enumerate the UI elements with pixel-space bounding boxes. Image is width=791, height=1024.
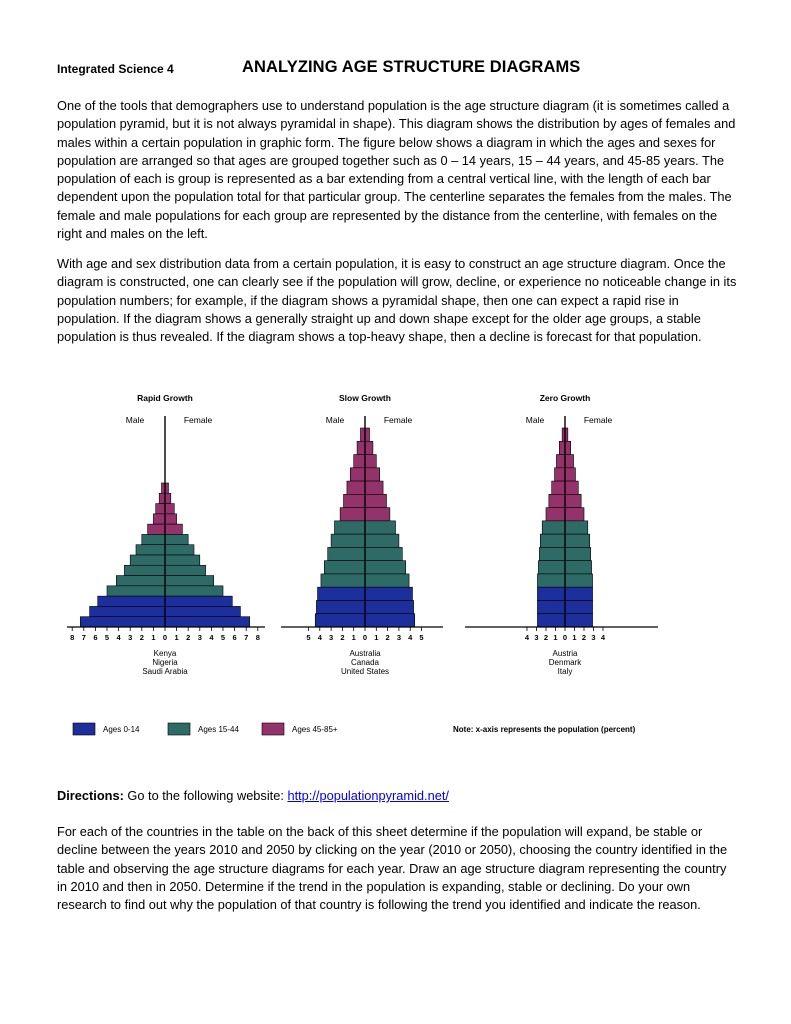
bar-female [565,481,578,494]
website-link[interactable]: http://populationpyramid.net/ [287,788,449,803]
country-label: Austria [552,649,578,658]
bar-female [565,455,574,468]
bar-female [165,534,188,544]
bar-male [537,587,565,600]
bar-male [316,600,365,613]
bar-female [565,441,571,454]
tick-label: 7 [81,633,86,642]
bar-female [565,587,593,600]
bar-female [165,586,223,596]
tick-label: 1 [351,633,356,642]
bar-male [537,574,565,587]
tick-label: 2 [139,633,144,642]
bar-female [365,468,380,481]
bar-female [165,555,200,565]
tick-label: 1 [374,633,379,642]
panel-title: Rapid Growth [137,393,193,403]
bar-male [540,534,565,547]
tick-label: 1 [553,633,558,642]
legend-swatch [73,723,95,735]
country-label: Italy [557,667,573,676]
country-label: Canada [350,658,380,667]
bar-female [365,455,376,468]
bar-male [340,508,365,521]
bar-male [159,493,165,503]
bar-male [328,547,365,560]
legend-swatch [262,723,284,735]
tick-label: 3 [128,633,133,642]
bar-female [165,493,171,503]
tick-label: 2 [186,633,191,642]
bar-female [165,514,177,524]
bar-male [130,555,165,565]
bar-male [90,606,165,616]
bar-male [537,614,565,627]
tick-label: 2 [543,633,549,642]
bar-male [324,561,365,574]
bar-female [165,545,194,555]
bar-female [565,574,593,587]
bar-male [98,596,165,606]
bar-male [559,441,565,454]
bar-male [357,441,365,454]
bar-male [350,468,365,481]
tick-label: 8 [70,633,75,642]
tick-label: 4 [317,633,322,642]
bar-female [165,606,240,616]
legend-label: Ages 0-14 [103,725,140,734]
country-label: Saudi Arabia [142,667,188,676]
bar-male [124,565,165,575]
bar-female [165,524,182,534]
tick-label: 6 [93,633,98,642]
bar-female [565,521,588,534]
panel-title: Slow Growth [339,393,391,403]
tick-label: 1 [174,633,179,642]
bar-male [142,534,165,544]
tick-label: 3 [591,633,596,642]
tick-label: 4 [116,633,121,642]
country-label: Australia [349,649,381,658]
tick-label: 2 [385,633,390,642]
directions-label: Directions: [57,788,124,803]
tick-label: 5 [104,633,110,642]
bar-female [565,614,593,627]
tick-label: 0 [562,633,568,642]
bar-female [565,561,592,574]
bar-female [365,521,396,534]
tick-label: 4 [600,633,606,642]
tick-label: 3 [396,633,401,642]
bar-male [321,574,365,587]
second-paragraph: With age and sex distribution data from a certain population, it is easy to construct an age structure diagram. Once the diagram is constructed, one can clearly see if the population will grow, decline, or experience no noticeable change in its population numbers; for example, if the diagram shows a pyramidal shape, then one can expect a rapid rise in population. If the diagram shows a generally straight up and down shape except for the older age groups, a stable population is thus revealed. If the diagram shows a top-heavy shape, then a decline is forecast for that population. [57,256,737,345]
country-label: Denmark [548,658,582,667]
tick-label: 4 [524,633,530,642]
tick-label: 4 [408,633,413,642]
directions-text: Go to the following website: [123,788,288,803]
figure-note: Note: x-axis represents the population (percent) [453,725,636,734]
bar-female [365,614,415,627]
bar-female [365,574,409,587]
bar-female [165,565,206,575]
bar-female [165,596,232,606]
bar-male [156,504,165,514]
tick-label: 0 [362,633,368,642]
tick-label: 3 [534,633,539,642]
tick-label: 3 [329,633,334,642]
tick-label: 1 [572,633,577,642]
bar-male [354,455,365,468]
bar-male [546,508,565,521]
bar-female [165,617,250,627]
country-label: Nigeria [152,658,178,667]
male-label: Male [325,415,345,425]
tick-label: 4 [209,633,214,642]
bar-female [565,508,584,521]
male-label: Male [525,415,545,425]
bar-female [565,468,575,481]
bar-male [344,494,365,507]
bar-male [552,481,565,494]
bar-male [347,481,365,494]
bar-female [365,441,373,454]
tick-label: 8 [255,633,260,642]
bar-female [565,600,593,613]
female-label: Female [383,415,413,425]
bar-male [136,545,165,555]
bar-female [365,547,402,560]
tick-label: 2 [581,633,587,642]
tick-label: 0 [162,633,168,642]
bar-male [331,534,365,547]
bar-female [365,534,399,547]
country-label: United States [340,667,390,676]
bar-male [153,514,165,524]
tick-label: 5 [220,633,226,642]
legend-label: Ages 45-85+ [292,725,338,734]
bar-female [365,481,383,494]
tick-label: 2 [340,633,345,642]
bar-male [538,561,565,574]
legend-label: Ages 15-44 [198,725,239,734]
bar-female [565,534,590,547]
instructions-paragraph: For each of the countries in the table on the back of this sheet determine if the population will expand, be stable or decline between the years 2010 and 2050 by clicking on the year (2010 or 2050), choosing the country identified in the table and observing the age structure diagrams for each year. Draw an age structure diagram representing the country in 2010 and then in 2050. Determine if the trend in the population is expanding, stable or declining. Do your own research to find out why the population of that country is following the trend you identified and indicate the reason. [57,824,728,913]
bar-female [365,600,414,613]
bar-female [365,587,412,600]
age-structure-figure [55,380,665,750]
bar-male [148,524,165,534]
bar-female [165,576,214,586]
legend-swatch [168,723,190,735]
female-label: Female [583,415,613,425]
bar-male [549,494,565,507]
tick-label: 1 [151,633,156,642]
bar-male [556,455,565,468]
bar-male [539,547,565,560]
tick-label: 3 [197,633,202,642]
bar-female [365,494,386,507]
bar-female [165,504,174,514]
tick-label: 5 [419,633,424,642]
tick-label: 7 [244,633,249,642]
female-label: Female [183,415,213,425]
directions-line [57,788,449,803]
course-name: Integrated Science 4 [57,62,174,76]
bar-male [80,617,165,627]
bar-male [537,600,565,613]
page-title: ANALYZING AGE STRUCTURE DIAGRAMS [242,58,581,76]
bar-male [107,586,165,596]
country-label: Kenya [153,649,177,658]
panel-title: Zero Growth [539,393,591,403]
bar-male [116,576,165,586]
bar-male [318,587,365,600]
intro-paragraph: One of the tools that demographers use to understand population is the age structure diagram (it is sometimes called a population pyramid, but it is not always pyramidal in shape). This diagram shows the distribution by ages of females and males within a certain population in graphic form. The figure below shows a diagram in which the ages and sexes for population are arranged so that ages are grouped together such as 0 – 14 years, 15 – 44 years, and 45-85 years. The population of each is group is represented as a bar extending from a central vertical line, with the length of each bar dependent upon the population total for that particular group. The centerline separates the females from the males. The female and male populations for each group are represented by the distance from the centerline, with females on the right and males on the left. [57,98,736,242]
bar-female [365,508,390,521]
male-label: Male [125,415,145,425]
bar-male [555,468,565,481]
bar-female [365,561,406,574]
tick-label: 6 [232,633,237,642]
bar-male [542,521,565,534]
bar-male [315,614,365,627]
tick-label: 5 [306,633,311,642]
bar-male [334,521,365,534]
bar-female [565,547,591,560]
bar-female [565,494,581,507]
